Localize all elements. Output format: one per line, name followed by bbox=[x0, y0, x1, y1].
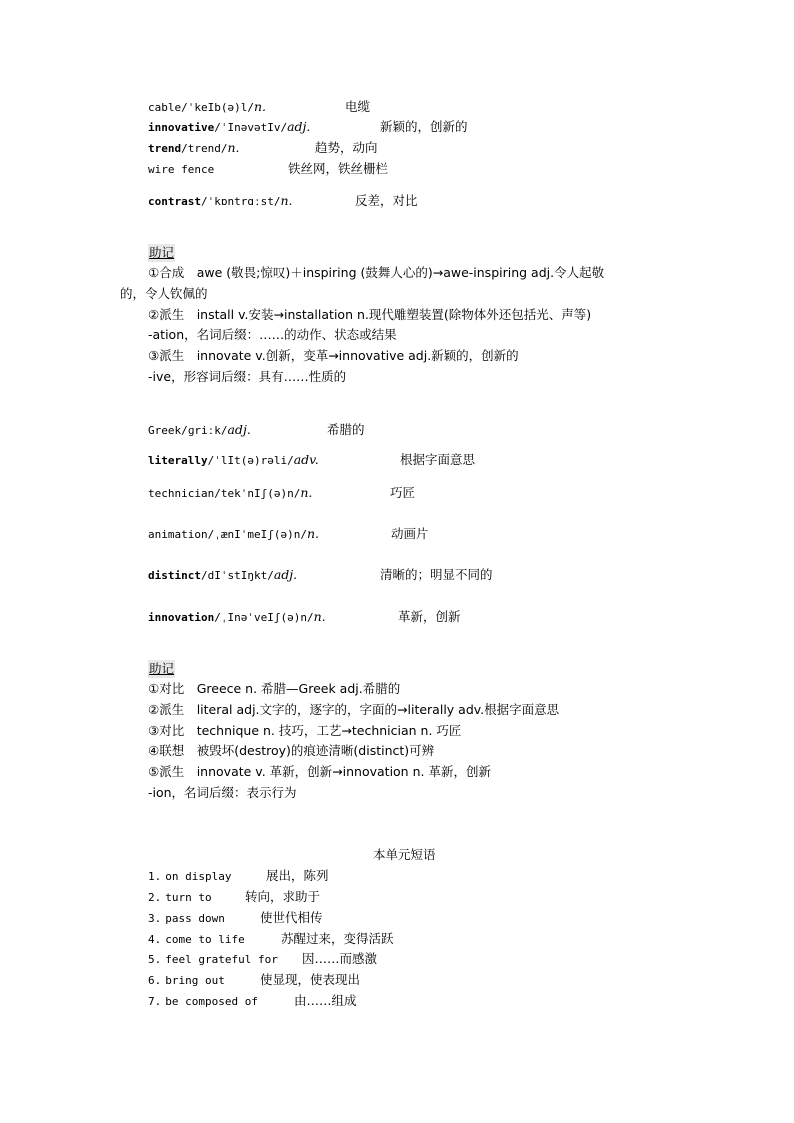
phrase-num: 4. bbox=[148, 933, 162, 946]
phrase-num: 3. bbox=[148, 912, 162, 925]
vocab-word: innovation bbox=[148, 611, 215, 624]
mnemonic-line: ③对比 technique n. 技巧，工艺→technician n. 巧匠 bbox=[148, 723, 462, 738]
vocab-word: cable bbox=[148, 101, 182, 114]
phrase-en: on display bbox=[165, 870, 232, 883]
vocab-entry bbox=[148, 451, 319, 470]
mnemonic-line: ④联想 被毁坏(destroy)的痕迹清晰(distinct)可辨 bbox=[148, 743, 435, 758]
vocab-entry bbox=[148, 118, 310, 137]
vocab-entry bbox=[148, 192, 293, 211]
phrase-item bbox=[148, 971, 225, 990]
mnemonic-line: ①对比 Greece n. 希腊—Greek adj.希腊的 bbox=[148, 681, 401, 696]
vocab-pos: n. bbox=[300, 485, 313, 500]
vocab-pos: n. bbox=[313, 609, 326, 624]
phrase-num: 7. bbox=[148, 995, 162, 1008]
vocab-pron: /ˈlIt(ə)rəli/ bbox=[207, 454, 294, 467]
phrase-item bbox=[148, 950, 278, 969]
vocab-pron: /ˌænIˈmeIʃ(ə)n/ bbox=[207, 528, 307, 541]
phrase-en: come to life bbox=[165, 933, 245, 946]
vocab-meaning: 电缆 bbox=[345, 99, 371, 114]
phrase-cn: 展出，陈列 bbox=[266, 868, 329, 883]
vocab-pos: n. bbox=[280, 193, 293, 208]
phrase-cn: 因……而感激 bbox=[302, 951, 378, 966]
vocab-entry bbox=[148, 98, 266, 117]
phrase-en: turn to bbox=[165, 891, 212, 904]
vocab-entry bbox=[148, 608, 326, 627]
mnemonic-line: -ive，形容词后缀：具有……性质的 bbox=[148, 369, 347, 384]
mnemonic-heading: 助记 bbox=[149, 245, 175, 260]
vocab-pos: adj. bbox=[287, 119, 311, 134]
phrase-num: 6. bbox=[148, 974, 162, 987]
mnemonic-line: -ation，名词后缀：……的动作、状态或结果 bbox=[148, 327, 397, 342]
vocab-pron: /trend/ bbox=[181, 142, 228, 155]
vocab-word: technician bbox=[148, 487, 215, 500]
phrase-cn: 苏醒过来，变得活跃 bbox=[281, 931, 394, 946]
mnemonic-line: ③派生 innovate v.创新，变革→innovative adj.新颖的，创新的 bbox=[148, 348, 519, 363]
phrase-num: 2. bbox=[148, 891, 162, 904]
vocab-pron: /tekˈnIʃ(ə)n/ bbox=[214, 487, 301, 500]
phrase-cn: 转向，求助于 bbox=[245, 889, 321, 904]
mnemonic-line: -ion，名词后缀：表示行为 bbox=[148, 785, 297, 800]
phrase-en: pass down bbox=[165, 912, 225, 925]
phrase-num: 5. bbox=[148, 953, 162, 966]
vocab-meaning: 动画片 bbox=[391, 526, 429, 541]
phrase-item bbox=[148, 909, 225, 928]
vocab-meaning: 清晰的；明显不同的 bbox=[380, 567, 493, 582]
vocab-meaning: 铁丝网，铁丝栅栏 bbox=[288, 161, 389, 176]
vocab-pron: /dIˈstIŋkt/ bbox=[200, 569, 274, 582]
phrase-cn: 使显现，使表现出 bbox=[260, 972, 361, 987]
phrase-num: 1. bbox=[148, 870, 162, 883]
phrase-cn: 由……组成 bbox=[294, 993, 357, 1008]
vocab-meaning: 反差，对比 bbox=[355, 193, 418, 208]
mnemonic-line: ②派生 install v.安装→installation n.现代雕塑装置(除物体外还包括光、声等) bbox=[148, 307, 592, 322]
mnemonic-line: ②派生 literal adj.文字的，逐字的，字面的→literally adv.根据字面意思 bbox=[148, 702, 560, 717]
vocab-pos: n. bbox=[227, 140, 240, 155]
phrase-en: be composed of bbox=[165, 995, 258, 1008]
phrase-cn: 使世代相传 bbox=[260, 910, 323, 925]
vocab-pron: /ˈInəvətIv/ bbox=[214, 121, 288, 134]
vocab-pos: adj. bbox=[273, 567, 298, 582]
vocab-meaning: 革新，创新 bbox=[398, 609, 461, 624]
vocab-meaning: 希腊的 bbox=[327, 422, 365, 437]
mnemonic-heading: 助记 bbox=[149, 661, 175, 676]
mnemonic-line: ①合成 awe (敬畏;惊叹)＋inspiring (鼓舞人心的)→awe-inspiring adj.令人起敬 bbox=[148, 265, 605, 280]
vocab-word: trend bbox=[148, 142, 182, 155]
vocab-meaning: 根据字面意思 bbox=[400, 452, 476, 467]
vocab-entry bbox=[148, 421, 251, 440]
vocab-word: literally bbox=[148, 454, 208, 467]
vocab-pron: /ɡriːk/ bbox=[181, 424, 228, 437]
vocab-pron: /ˈkɒntrɑːst/ bbox=[200, 195, 281, 208]
vocab-pos: adv. bbox=[293, 452, 319, 467]
vocab-entry bbox=[148, 484, 312, 503]
mnemonic-line: ⑤派生 innovate v. 革新，创新→innovation n. 革新，创新 bbox=[148, 764, 491, 779]
vocab-entry bbox=[148, 566, 297, 585]
phrase-item bbox=[148, 992, 258, 1011]
vocab-word: contrast bbox=[148, 195, 201, 208]
phrase-item bbox=[148, 930, 245, 949]
vocab-entry bbox=[148, 139, 240, 158]
mnemonic-line: 的，令人钦佩的 bbox=[120, 286, 208, 301]
vocab-pos: n. bbox=[306, 526, 319, 541]
section-title: 本单元短语 bbox=[373, 847, 436, 862]
vocab-word: innovative bbox=[148, 121, 215, 134]
vocab-entry bbox=[148, 160, 214, 179]
vocab-word: animation bbox=[148, 528, 208, 541]
vocab-pos: adj. bbox=[227, 422, 251, 437]
phrase-en: feel grateful for bbox=[165, 953, 278, 966]
phrase-item bbox=[148, 867, 231, 886]
phrase-en: bring out bbox=[165, 974, 225, 987]
vocab-word: distinct bbox=[148, 569, 201, 582]
vocab-word: Greek bbox=[148, 424, 182, 437]
vocab-word: wire fence bbox=[148, 163, 215, 176]
vocab-meaning: 新颖的，创新的 bbox=[380, 119, 468, 134]
phrase-item bbox=[148, 888, 212, 907]
vocab-pos: n. bbox=[253, 99, 267, 114]
vocab-pron: /ˌInəˈveIʃ(ə)n/ bbox=[214, 611, 314, 624]
vocab-meaning: 趋势，动向 bbox=[315, 140, 378, 155]
vocab-meaning: 巧匠 bbox=[390, 485, 416, 500]
vocab-pron: /ˈkeIb(ə)l/ bbox=[181, 101, 254, 114]
vocab-entry bbox=[148, 525, 319, 544]
